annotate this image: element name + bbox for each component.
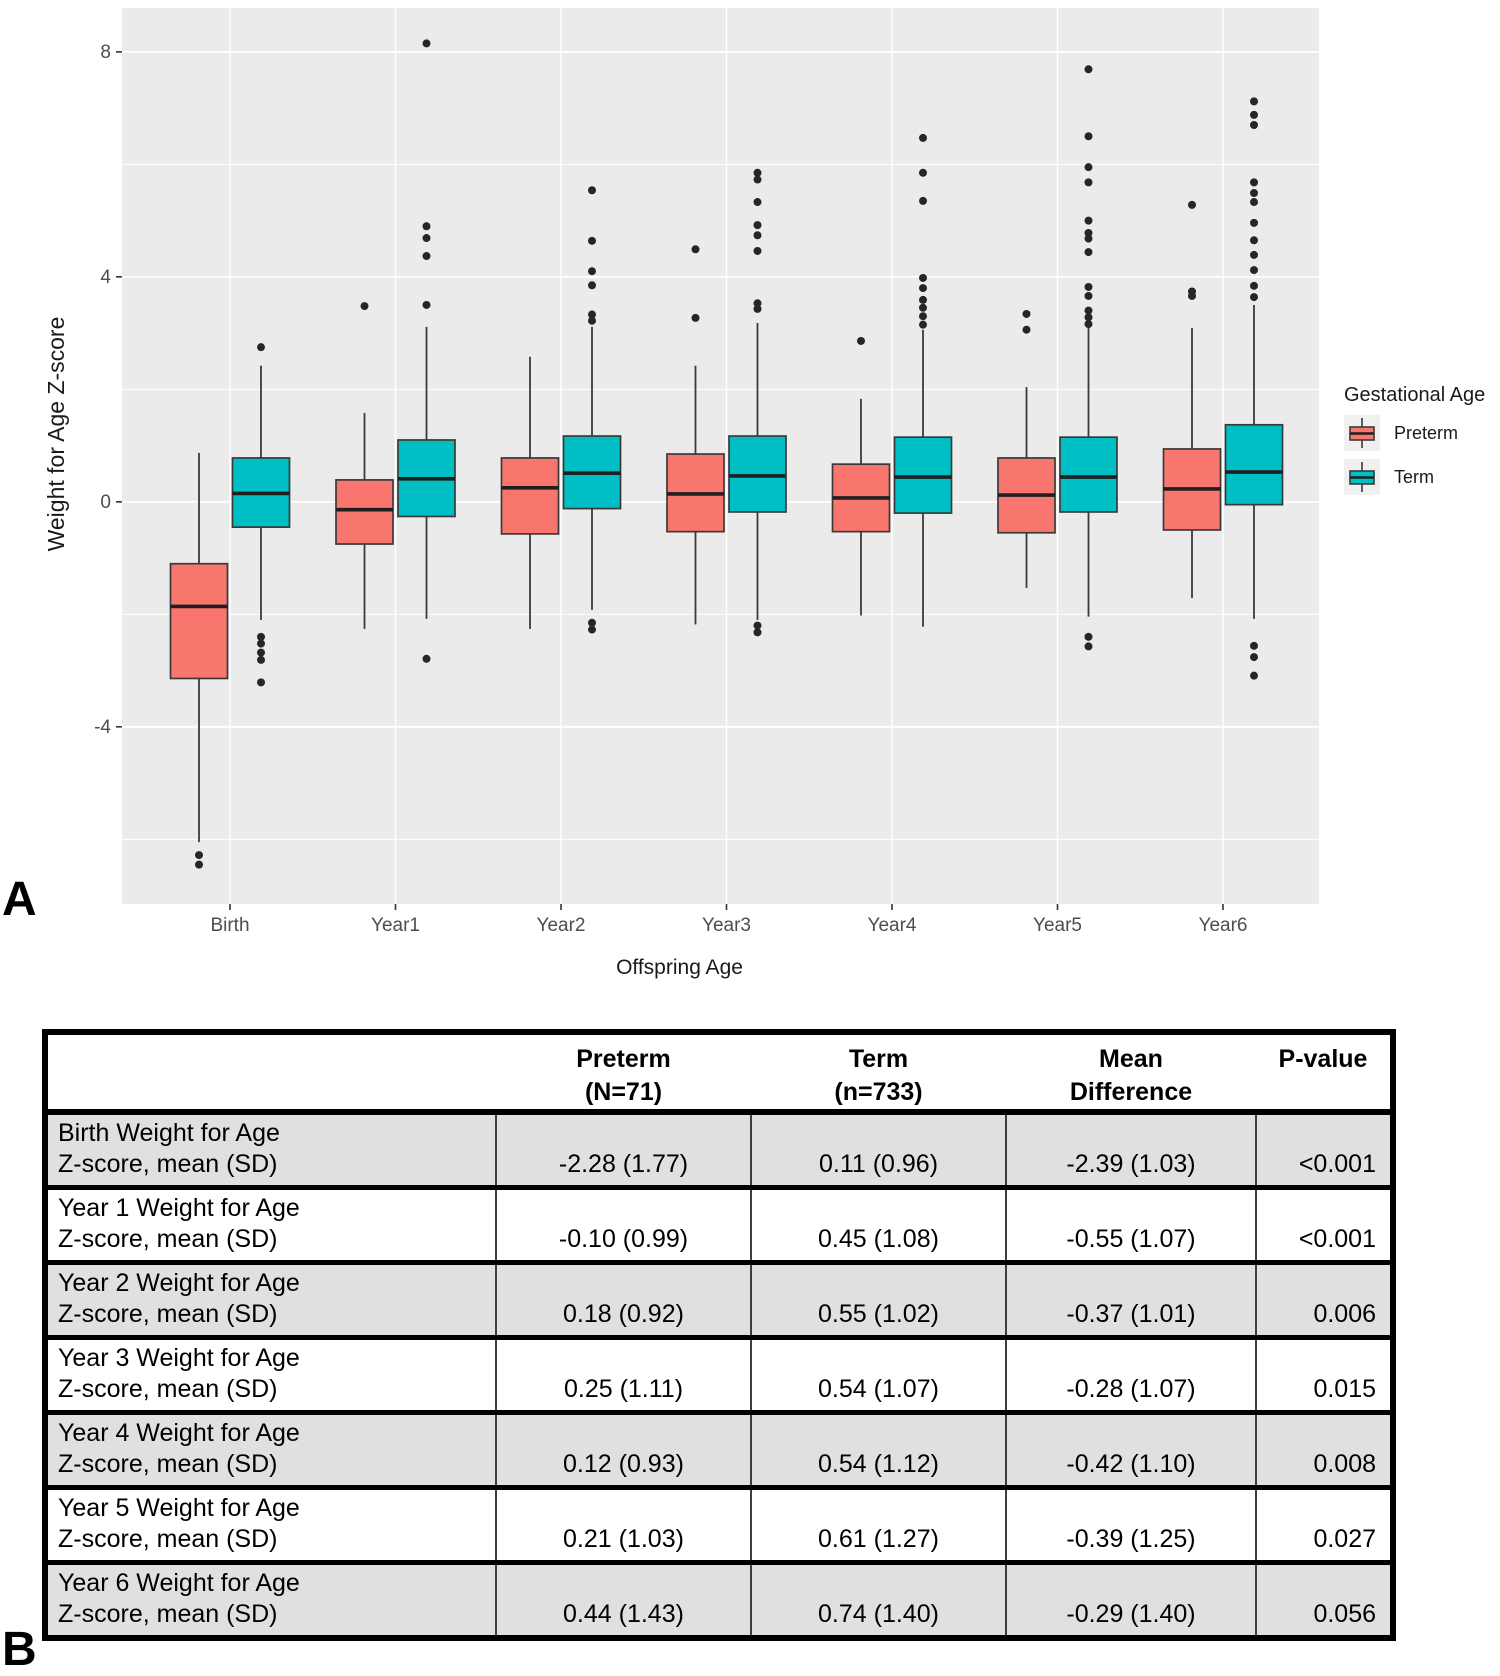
outlier-point: [1250, 251, 1258, 259]
value-cell: -0.29 (1.40): [1006, 1563, 1256, 1639]
value-cell: 0.006: [1256, 1263, 1393, 1338]
outlier-point: [1085, 163, 1093, 171]
outlier-point: [257, 678, 265, 686]
table-header-term: Term (n=733): [751, 1032, 1006, 1112]
outlier-point: [588, 186, 596, 194]
value-cell: -0.39 (1.25): [1006, 1488, 1256, 1563]
legend-entry-label: Term: [1394, 466, 1434, 487]
value-cell: <0.001: [1256, 1188, 1393, 1263]
iqr-box: [895, 437, 952, 513]
chart-legend: [1344, 384, 1500, 503]
outlier-point: [1085, 235, 1093, 243]
y-tick-label: 4: [100, 266, 111, 288]
outlier-point: [919, 296, 927, 304]
legend-entries: [1344, 415, 1500, 495]
value-cell: 0.21 (1.03): [496, 1488, 751, 1563]
iqr-box: [729, 436, 786, 512]
outlier-point: [857, 337, 865, 345]
value-cell: 0.25 (1.11): [496, 1338, 751, 1413]
outlier-point: [1250, 236, 1258, 244]
outlier-point: [919, 197, 927, 205]
value-cell: 0.008: [1256, 1413, 1393, 1488]
value-cell: -2.39 (1.03): [1006, 1112, 1256, 1188]
outlier-point: [588, 267, 596, 275]
table-header-mean: Mean Difference: [1006, 1032, 1256, 1112]
outlier-point: [1250, 121, 1258, 129]
row-label-cell: Year 2 Weight for Age Z-score, mean (SD): [45, 1263, 496, 1338]
outlier-point: [1188, 201, 1196, 209]
outlier-point: [257, 656, 265, 664]
x-tick-label: Year2: [536, 915, 586, 936]
row-label-cell: Year 1 Weight for Age Z-score, mean (SD): [45, 1188, 496, 1263]
value-cell: 0.54 (1.07): [751, 1338, 1006, 1413]
outlier-point: [1250, 653, 1258, 661]
legend-title: Gestational Age: [1344, 384, 1486, 406]
table-row: [45, 1188, 1393, 1263]
value-cell: 0.45 (1.08): [751, 1188, 1006, 1263]
panel-b-table-wrap: [42, 1029, 1396, 1641]
outlier-point: [1085, 292, 1093, 300]
x-axis-title: Offspring Age: [616, 956, 743, 979]
row-label-cell: Birth Weight for Age Z-score, mean (SD): [45, 1112, 496, 1188]
outlier-point: [1250, 282, 1258, 290]
x-tick-label: Year4: [867, 915, 917, 936]
value-cell: 0.55 (1.02): [751, 1263, 1006, 1338]
value-cell: 0.015: [1256, 1338, 1393, 1413]
row-label-cell: Year 3 Weight for Age Z-score, mean (SD): [45, 1338, 496, 1413]
value-cell: -0.28 (1.07): [1006, 1338, 1256, 1413]
table-row: [45, 1263, 1393, 1338]
row-label-cell: Year 4 Weight for Age Z-score, mean (SD): [45, 1413, 496, 1488]
outlier-point: [1085, 642, 1093, 650]
outlier-point: [257, 640, 265, 648]
table-row: [45, 1488, 1393, 1563]
outlier-point: [1250, 178, 1258, 186]
panel-a-label: A: [2, 873, 37, 926]
iqr-box: [1226, 425, 1283, 505]
table-header-row: [45, 1032, 1393, 1112]
outlier-point: [1023, 310, 1031, 318]
outlier-point: [423, 39, 431, 47]
y-axis-title: Weight for Age Z-score: [43, 316, 69, 552]
value-cell: -0.10 (0.99): [496, 1188, 751, 1263]
outlier-point: [423, 222, 431, 230]
y-tick-label: 8: [100, 41, 111, 63]
legend-entry-preterm: [1344, 415, 1500, 451]
outlier-point: [919, 321, 927, 329]
value-cell: -0.37 (1.01): [1006, 1263, 1256, 1338]
table-row: [45, 1413, 1393, 1488]
x-tick-label: Year3: [702, 915, 751, 936]
outlier-point: [754, 231, 762, 239]
outlier-point: [423, 252, 431, 260]
legend-entry-label: Preterm: [1394, 422, 1459, 443]
outlier-point: [195, 851, 203, 859]
outlier-point: [1250, 219, 1258, 227]
value-cell: 0.74 (1.40): [751, 1563, 1006, 1639]
outlier-point: [588, 237, 596, 245]
outlier-point: [1250, 642, 1258, 650]
legend-entry-term: [1344, 459, 1500, 495]
legend-key-preterm-swatch: [1344, 415, 1380, 451]
outlier-point: [919, 312, 927, 320]
value-cell: <0.001: [1256, 1112, 1393, 1188]
outlier-point: [692, 245, 700, 253]
table-row: [45, 1563, 1393, 1639]
outlier-point: [1250, 672, 1258, 680]
table-row: [45, 1112, 1393, 1188]
legend-key-term-swatch: [1344, 459, 1380, 495]
outlier-point: [423, 234, 431, 242]
outlier-point: [754, 176, 762, 184]
x-tick-label: Birth: [210, 915, 250, 936]
outlier-point: [1085, 320, 1093, 328]
row-label-cell: Year 6 Weight for Age Z-score, mean (SD): [45, 1563, 496, 1639]
outlier-point: [1250, 293, 1258, 301]
outlier-point: [1188, 292, 1196, 300]
value-cell: 0.027: [1256, 1488, 1393, 1563]
value-cell: 0.18 (0.92): [496, 1263, 751, 1338]
outlier-point: [257, 343, 265, 351]
outlier-point: [1085, 132, 1093, 140]
outlier-point: [588, 317, 596, 325]
value-cell: -0.55 (1.07): [1006, 1188, 1256, 1263]
value-cell: 0.11 (0.96): [751, 1112, 1006, 1188]
outlier-point: [1250, 111, 1258, 119]
outlier-point: [423, 301, 431, 309]
value-cell: 0.61 (1.27): [751, 1488, 1006, 1563]
outlier-point: [754, 247, 762, 255]
outlier-point: [754, 198, 762, 206]
outlier-point: [919, 169, 927, 177]
outlier-point: [257, 649, 265, 657]
outlier-point: [1085, 65, 1093, 73]
table-row: [45, 1338, 1393, 1413]
outlier-point: [1085, 633, 1093, 641]
outlier-point: [588, 281, 596, 289]
outlier-point: [1085, 248, 1093, 256]
value-cell: 0.056: [1256, 1563, 1393, 1639]
panel-b-label: B: [2, 1623, 37, 1676]
outlier-point: [1023, 326, 1031, 334]
outlier-point: [919, 284, 927, 292]
value-cell: 0.54 (1.12): [751, 1413, 1006, 1488]
outlier-point: [1085, 178, 1093, 186]
iqr-box: [502, 458, 559, 534]
table-header-row-label: [45, 1032, 496, 1112]
value-cell: 0.12 (0.93): [496, 1413, 751, 1488]
outlier-point: [919, 134, 927, 142]
outlier-point: [1250, 198, 1258, 206]
outlier-point: [1085, 283, 1093, 291]
outlier-point: [754, 305, 762, 313]
outlier-point: [361, 302, 369, 310]
outlier-point: [919, 274, 927, 282]
x-tick-label: Year1: [371, 915, 420, 936]
iqr-box: [171, 564, 228, 679]
value-cell: 0.44 (1.43): [496, 1563, 751, 1639]
outlier-point: [692, 314, 700, 322]
y-tick-label: 0: [100, 491, 111, 513]
outlier-point: [1250, 266, 1258, 274]
outlier-point: [1085, 217, 1093, 225]
value-cell: -0.42 (1.10): [1006, 1413, 1256, 1488]
row-label-cell: Year 5 Weight for Age Z-score, mean (SD): [45, 1488, 496, 1563]
outlier-point: [1250, 97, 1258, 105]
y-tick-label: -4: [94, 716, 111, 738]
iqr-box: [1060, 437, 1117, 512]
value-cell: -2.28 (1.77): [496, 1112, 751, 1188]
outlier-point: [195, 861, 203, 869]
statistics-table: [42, 1029, 1396, 1641]
x-tick-label: Year6: [1198, 915, 1248, 936]
outlier-point: [1250, 189, 1258, 197]
outlier-point: [754, 628, 762, 636]
outlier-point: [423, 655, 431, 663]
iqr-box: [336, 480, 393, 544]
table-header-preterm: Preterm (N=71): [496, 1032, 751, 1112]
outlier-point: [919, 304, 927, 312]
outlier-point: [588, 626, 596, 634]
outlier-point: [754, 221, 762, 229]
x-tick-label: Year5: [1033, 915, 1082, 936]
table-header-p-value: P-value: [1256, 1032, 1393, 1112]
